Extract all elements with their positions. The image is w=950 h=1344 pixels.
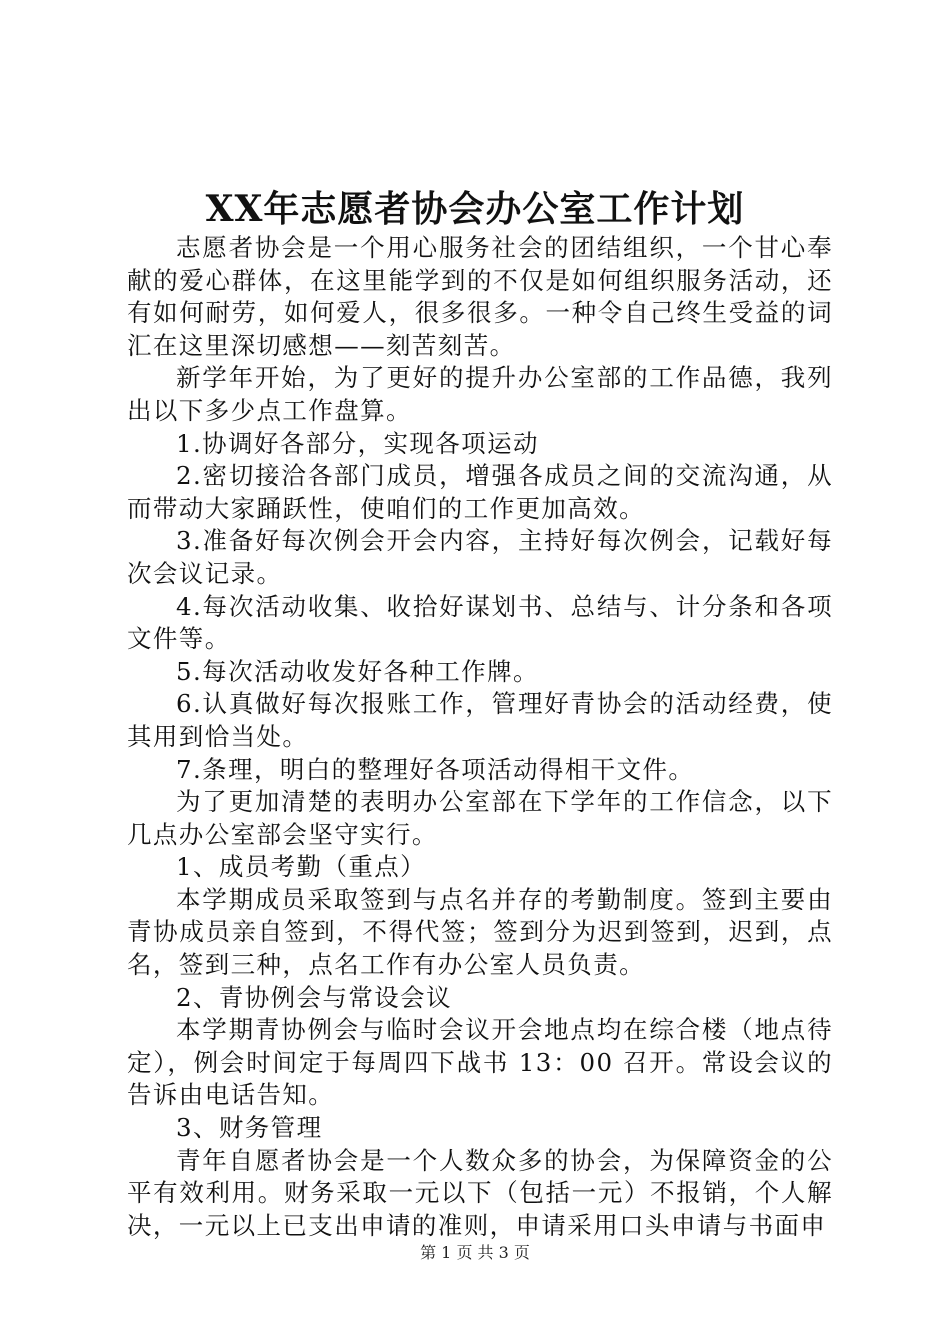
list-item: 5.每次活动收发好各种工作牌。 bbox=[176, 656, 539, 686]
section-heading-attendance: 1、成员考勤（重点） bbox=[176, 852, 427, 882]
section-heading-finance: 3、财务管理 bbox=[176, 1113, 323, 1143]
list-item: 7.条理，明白的整理好各项活动得相干文件。 bbox=[176, 754, 695, 784]
section-heading-meetings: 2、青协例会与常设会议 bbox=[176, 982, 452, 1012]
paragraph-finance: 青年自愿者协会是一个人数众多的协会，为保障资金的公平有效利用。财务采取一元以下（包括一元）不报销，个人解决，一元以上已支出申请的准则，申请采用口头申请与书面申 bbox=[127, 1145, 833, 1240]
document-title: XX年志愿者协会办公室工作计划 bbox=[205, 188, 745, 230]
paragraph-attendance: 本学期成员采取签到与点名并存的考勤制度。签到主要由青协成员亲自签到，不得代签；签到分为迟到签到，迟到，点名，签到三种，点名工作有办公室人员负责。 bbox=[127, 884, 833, 980]
list-item: 2.密切接洽各部门成员，增强各成员之间的交流沟通，从而带动大家踊跃性，使咱们的工作更加高效。 bbox=[127, 461, 833, 523]
list-item: 1.协调好各部分，实现各项运动 bbox=[176, 428, 539, 458]
list-item: 4.每次活动收集、收拾好谋划书、总结与、计分条和各项文件等。 bbox=[127, 591, 833, 654]
document-body bbox=[127, 232, 833, 1242]
paragraph-commitment: 为了更加清楚的表明办公室部在下学年的工作信念，以下几点办公室部会坚守实行。 bbox=[127, 787, 833, 849]
paragraph-intro: 志愿者协会是一个用心服务社会的团结组织，一个甘心奉献的爱心群体，在这里能学到的不仅是如何组织服务活动，还有如何耐劳，如何爱人，很多很多。一种令自己终生受益的词汇在这里深切感想——刻苦刻苦。 bbox=[127, 233, 833, 360]
list-item: 3.准备好每次例会开会内容，主持好每次例会，记载好每次会议记录。 bbox=[127, 526, 833, 588]
list-item: 6.认真做好每次报账工作，管理好青协会的活动经费，使其用到恰当处。 bbox=[127, 689, 833, 751]
paragraph-plan-intro: 新学年开始，为了更好的提升办公室部的工作品德，我列出以下多少点工作盘算。 bbox=[127, 363, 833, 425]
page-number-footer: 第 1 页 共 3 页 bbox=[420, 1243, 530, 1262]
paragraph-meetings: 本学期青协例会与临时会议开会地点均在综合楼（地点待定），例会时间定于每周四下战书 13：00 召开。常设会议的告诉由电话告知。 bbox=[127, 1015, 833, 1110]
